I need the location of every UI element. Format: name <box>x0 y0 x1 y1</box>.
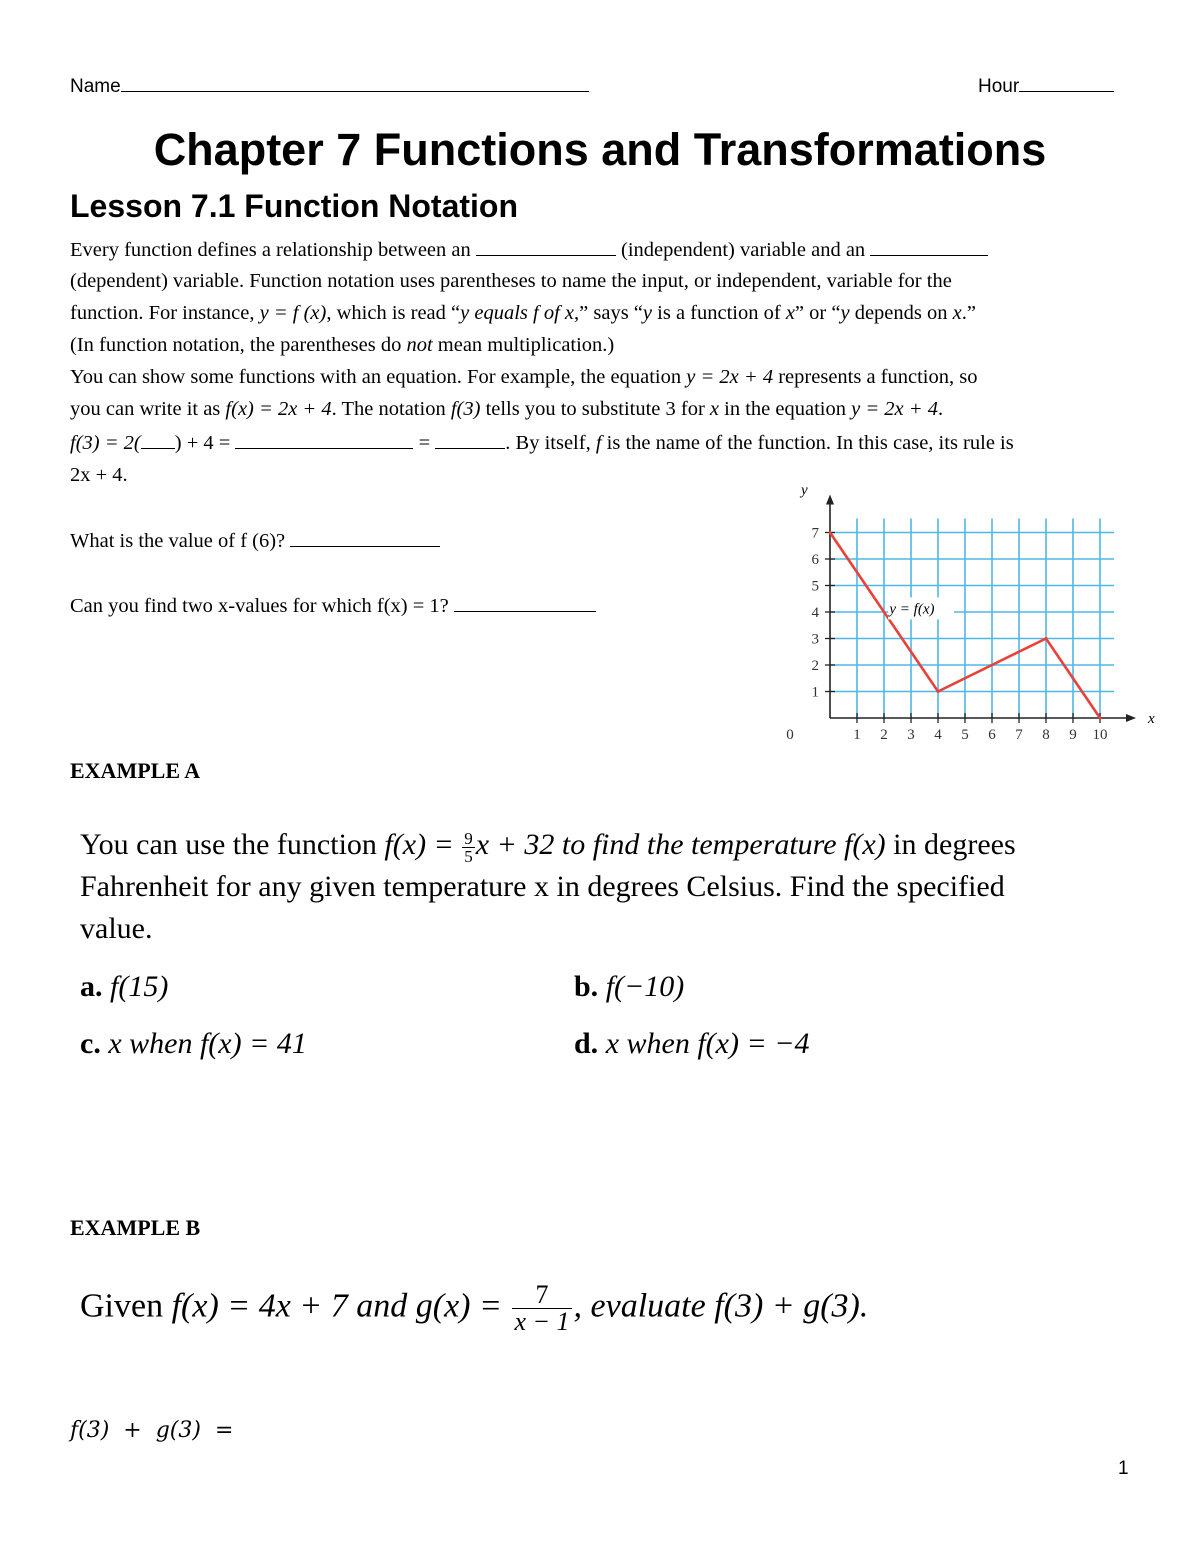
function-graph <box>770 480 1155 750</box>
output-blank[interactable] <box>870 238 988 256</box>
x-tick-label: 6 <box>988 727 996 743</box>
input-blank[interactable] <box>476 238 616 256</box>
x-tick-label: 3 <box>907 727 915 743</box>
y-tick-label: 2 <box>811 658 819 674</box>
example-a-heading: EXAMPLE A <box>70 758 201 783</box>
f3-answer-blank[interactable] <box>435 431 505 449</box>
x-tick-label: 2 <box>880 727 888 743</box>
curve-annotation: y = f(x) <box>889 601 935 618</box>
question-f6: What is the value of f (6)? <box>70 529 440 553</box>
intro-line-6: you can write it as f(x) = 2x + 4. The notation f(3) tells you to substitute 3 for x in the equation y = 2x + 4. <box>70 398 944 420</box>
example-a-line-3: value. <box>80 912 153 945</box>
x-tick-label: 4 <box>934 727 942 743</box>
name-field[interactable] <box>70 74 589 98</box>
intro-line-3: function. For instance, y = f (x), which is read “y equals f of x,” says “y is a function of x” or “y depends on x.” <box>70 302 976 324</box>
intro-line-7: f(3) = 2( ) + 4 = = . By itself, f is the name of the function. In this case, its rule is <box>70 432 1014 454</box>
example-a-line-1: You can use the function f(x) = $\frac{9}{5}$ x + 32 to find the temperature f(x) in degrees <box>80 828 1016 866</box>
data-point <box>937 690 940 693</box>
hour-blank[interactable] <box>1019 74 1114 92</box>
lesson-title: Lesson 7.1 Function Notation <box>70 188 519 224</box>
f6-answer-blank[interactable] <box>290 529 440 547</box>
example-b-heading: EXAMPLE B <box>70 1215 201 1240</box>
example-b-problem: Given f(x) = 4x + 7 and g(x) = $\frac{7}{x - 1}$ , evaluate f(3) + g(3). <box>80 1280 869 1336</box>
fx1-answer-blank[interactable] <box>454 594 596 612</box>
y-tick-label: 1 <box>811 684 819 701</box>
intro-line-2: (dependent) variable. Function notation uses parentheses to name the input, or independent, variable for the <box>70 270 952 292</box>
page-number: 1 <box>1118 1458 1129 1479</box>
x-tick-label: 9 <box>1069 727 1077 743</box>
y-tick-label: 7 <box>811 525 819 542</box>
example-a-part-c: c. x when f(x) = 41 <box>80 1027 307 1060</box>
y-axis-arrow <box>826 495 834 505</box>
x-tick-label: 0 <box>786 727 794 743</box>
example-a-part-b: b. f(−10) <box>574 970 685 1003</box>
intro-line-1: Every function defines a relationship between an (independent) variable and an <box>70 238 988 262</box>
data-point <box>1099 717 1102 720</box>
example-a-line-2: Fahrenheit for any given temperature x in degrees Celsius. Find the specified <box>80 870 1005 903</box>
x-tick-label: 8 <box>1042 727 1050 743</box>
x-tick-label: 1 <box>853 727 861 743</box>
x-axis-arrow <box>1126 714 1136 722</box>
hour-label: Hour <box>978 76 1020 97</box>
name-blank[interactable] <box>121 74 589 92</box>
intro-line-5: You can show some functions with an equation. For example, the equation y = 2x + 4 represents a function, so <box>70 366 978 388</box>
question-fx-equals-1: Can you find two x-values for which f(x) = 1? <box>70 594 596 618</box>
f3-work-blank[interactable] <box>235 431 413 449</box>
y-tick-label: 3 <box>811 631 819 648</box>
x-axis-label: x <box>1148 711 1155 727</box>
example-a-part-a: a. f(15) <box>80 970 169 1003</box>
example-b-work: f(3) + g(3) = <box>70 1418 234 1443</box>
chapter-title: Chapter 7 Functions and Transformations <box>153 124 1047 175</box>
intro-line-4: (In function notation, the parentheses do not mean multiplication.) <box>70 334 615 356</box>
y-tick-label: 4 <box>811 605 819 621</box>
name-label: Name <box>70 76 121 97</box>
x-tick-label: 10 <box>1092 727 1108 743</box>
y-tick-label: 6 <box>811 552 819 568</box>
x-tick-label: 5 <box>961 727 969 743</box>
data-point <box>1045 637 1048 640</box>
f3-input-blank[interactable] <box>141 431 175 449</box>
data-point <box>829 531 832 534</box>
intro-line-8: 2x + 4. <box>70 464 128 486</box>
x-tick-label: 7 <box>1015 727 1023 743</box>
example-a-part-d: d. x when f(x) = −4 <box>574 1027 810 1060</box>
y-axis-label: y <box>801 482 808 499</box>
hour-field[interactable] <box>978 74 1114 98</box>
y-tick-label: 5 <box>811 578 819 595</box>
